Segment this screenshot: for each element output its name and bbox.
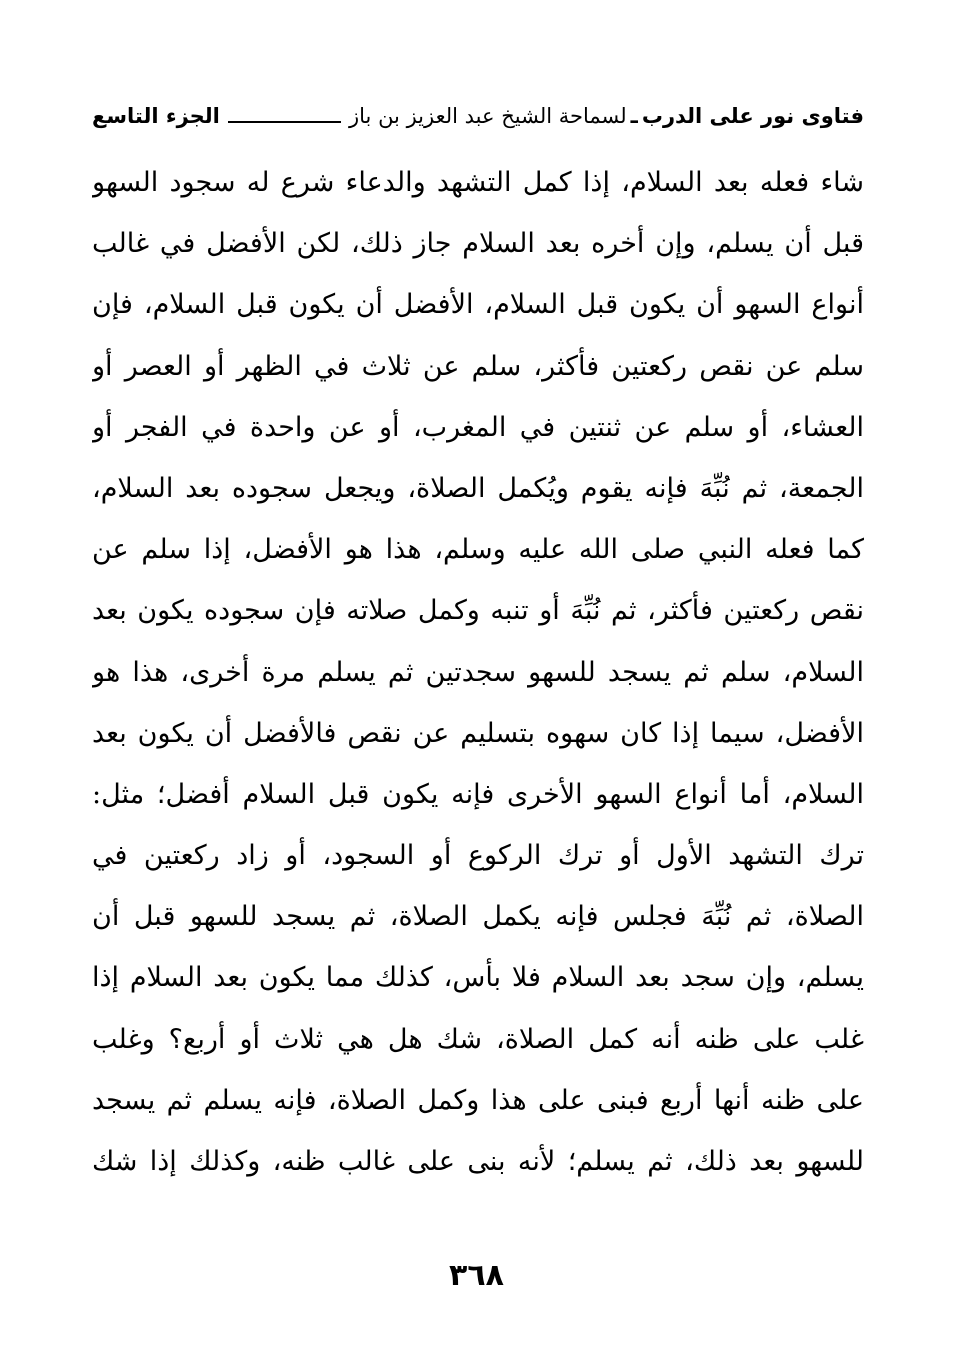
running-header xyxy=(92,98,864,134)
text-line: شاء فعله بعد السلام، إذا كمل التشهد والدعاء شرع له سجود السهو xyxy=(92,167,864,198)
text-line: قبل أن يسلم، وإن أخره بعد السلام جاز ذلك، لكن الأفضل في غالب xyxy=(92,228,864,260)
text-line: الأفضل، سيما إذا كان سهوه بتسليم عن نقص فالأفضل أن يكون بعد xyxy=(92,717,864,749)
text-line: الجمعة، ثم نُبِّهَ فإنه يقوم ويُكمل الصلاة، ويجعل سجوده بعد السلام، xyxy=(92,472,864,504)
page-number: ٣٦٨ xyxy=(449,1258,504,1293)
header-rule xyxy=(228,121,341,123)
text-line: العشاء، أو سلم عن ثنتين في المغرب، أو عن واحدة في الفجر أو xyxy=(92,411,864,443)
header-separator: ـ xyxy=(630,104,638,128)
text-line: يسلم، وإن سجد بعد السلام فلا بأس، كذلك مما يكون بعد السلام إذا xyxy=(92,962,864,994)
text-line: أنواع السهو أن يكون قبل السلام، الأفضل أن يكون قبل السلام، فإن xyxy=(92,289,864,321)
series-title: فتاوى نور على الدرب xyxy=(641,104,864,128)
text-line: سلم عن نقص ركعتين فأكثر، سلم عن ثلاث في الظهر أو العصر أو xyxy=(92,350,864,382)
text-line: غلب على ظنه أنه كمل الصلاة، شك هل هي ثلاث أو أربع؟ وغلب xyxy=(92,1023,864,1055)
text-line: نقص ركعتين فأكثر، ثم نُبِّهَ أو تنبه وكمل صلاته فإن سجوده يكون بعد xyxy=(92,595,864,627)
author-name: لسماحة الشيخ عبد العزيز بن باز xyxy=(349,104,627,128)
text-line: ترك التشهد الأول أو ترك الركوع أو السجود، أو زاد ركعتين في xyxy=(92,840,864,872)
volume-label: الجزء التاسع xyxy=(92,104,220,128)
text-line: على ظنه أنها أربع فبنى على هذا وكمل الصلاة، فإنه يسلم ثم يسجد xyxy=(92,1084,864,1116)
text-line: كما فعله النبي صلى الله عليه وسلم، هذا هو الأفضل، إذا سلم عن xyxy=(92,534,864,566)
text-line: السلام، أما أنواع السهو الأخرى فإنه يكون قبل السلام أفضل؛ مثل: xyxy=(92,778,864,810)
text-line: الصلاة، ثم نُبِّهَ فجلس فإنه يكمل الصلاة، ثم يسجد للسهو قبل أن xyxy=(92,901,864,933)
page-body xyxy=(92,152,864,1192)
text-line: السلام، سلم ثم يسجد للسهو سجدتين ثم يسلم مرة أخرى، هذا هو xyxy=(92,656,864,688)
text-line: للسهو بعد ذلك، ثم يسلم؛ لأنه بنى على غالب ظنه، وكذلك إذا شك xyxy=(92,1146,864,1177)
